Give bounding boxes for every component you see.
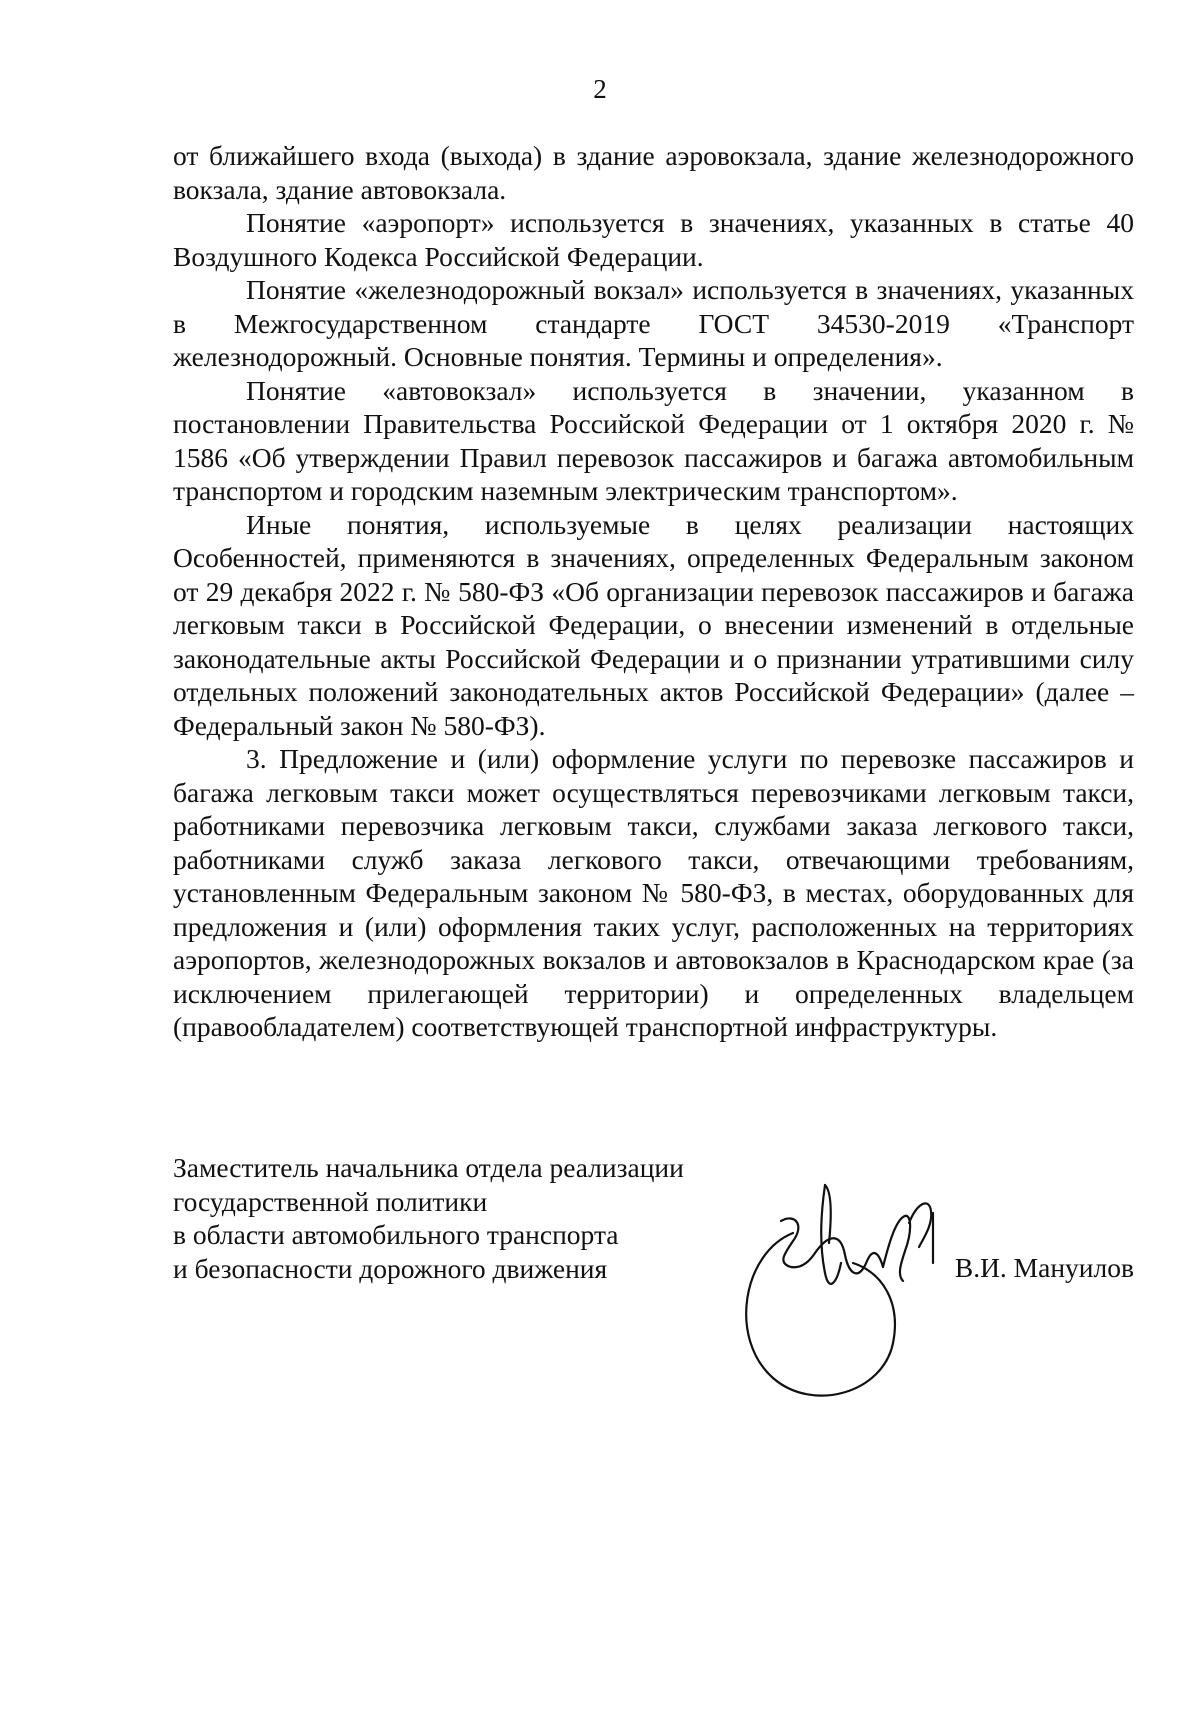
handwritten-signature: [733, 1163, 953, 1403]
document-body: [173, 139, 1134, 1044]
signatory-position-line: и безопасности дорожного движения: [173, 1252, 608, 1284]
paragraph-bus-station-definition: Понятие «автовокзал» используется в значении, указанном в постановлении Правительства Российской Федерации от 1 октября 2020 г. № 1586 «Об утверждении Правил перевозок пассажиров и багажа автомобильным транспортом и городским наземным электрическим транспортом».: [173, 374, 1134, 506]
paragraph-airport-definition: Понятие «аэропорт» используется в значениях, указанных в статье 40 Воздушного Кодекса Российской Федерации.: [173, 207, 1134, 272]
paragraph-railway-station-definition: Понятие «железнодорожный вокзал» используется в значениях, указанных в Межгосударственном стандарте ГОСТ 34530-2019 «Транспорт железнодорожный. Основные понятия. Термины и определения».: [173, 274, 1134, 372]
signatory-position: [173, 1151, 733, 1285]
signature-block: [173, 1151, 1134, 1411]
paragraph-continuation: от ближайшего входа (выхода) в здание аэровокзала, здание железнодорожного вокзала, здание автовокзала.: [173, 140, 1134, 205]
page-number: 2: [593, 74, 607, 104]
paragraph-other-terms: Иные понятия, используемые в целях реализации настоящих Особенностей, применяются в значениях, определенных Федеральным законом от 29 декабря 2022 г. № 580-ФЗ «Об организации перевозок пассажиров и багажа легковым такси в Российской Федерации, о внесении изменений в отдельные законодательные акты Российской Федерации и о признании утратившими силу отдельных положений законодательных актов Российской Федерации» (далее – Федеральный закон № 580-ФЗ).: [173, 508, 1134, 741]
signatory-position-line: в области автомобильного транспорта: [173, 1219, 619, 1250]
signatory-position-line: Заместитель начальника отдела реализации: [173, 1152, 684, 1183]
signatory-name: В.И. Мануилов: [954, 1252, 1134, 1283]
paragraph-item-3: 3. Предложение и (или) оформление услуги по перевозке пассажиров и багажа легковым такси может осуществляться перевозчиками легковым такси, работниками перевозчика легковым такси, службами заказа легкового такси, работниками служб заказа легкового такси, отвечающими требованиям, установленным Федеральным законом № 580-ФЗ, в местах, оборудованных для предложения и (или) оформления таких услуг, расположенных на территориях аэропортов, железнодорожных вокзалов и автовокзалов в Краснодарском крае (за исключением прилегающей территории) и определенных владельцем (правообладателем) соответствующей транспортной инфраструктуры.: [173, 743, 1134, 1042]
signatory-position-line: государственной политики: [173, 1185, 488, 1217]
